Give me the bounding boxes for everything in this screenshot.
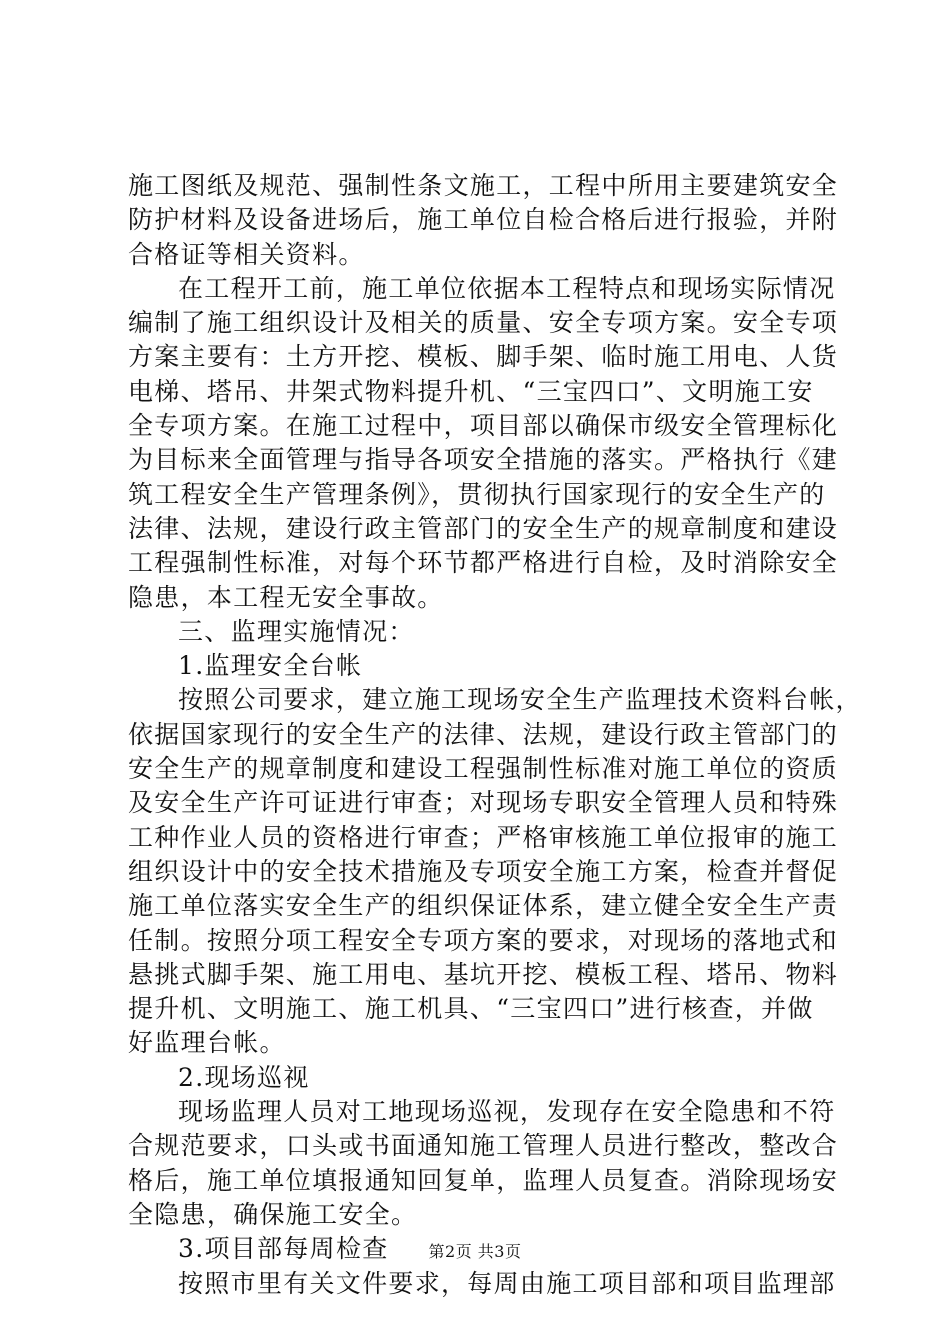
text-line: 好监理台帐。 — [128, 1028, 286, 1058]
text-line: 现场监理人员对工地现场巡视，发现存在安全隐患和不符 — [178, 1097, 836, 1127]
text-line: 1.监理安全台帐 — [178, 651, 363, 681]
text-line: 组织设计中的安全技术措施及专项安全施工方案，检查并督促 — [128, 856, 839, 886]
text-line: 按照市里有关文件要求，每周由施工项目部和项目监理部 — [178, 1268, 836, 1298]
text-line: 合规范要求，口头或书面通知施工管理人员进行整改，整改合 — [128, 1131, 839, 1161]
text-line: 编制了施工组织设计及相关的质量、安全专项方案。安全专项 — [128, 308, 839, 338]
text-line: 悬挑式脚手架、施工用电、基坑开挖、模板工程、塔吊、物料 — [128, 959, 839, 989]
text-line: 工程强制性标准，对每个环节都严格进行自检，及时消除安全 — [128, 548, 839, 578]
document-body — [128, 169, 862, 1301]
text-line: 筑工程安全生产管理条例》，贯彻执行国家现行的安全生产的 — [128, 479, 826, 509]
text-line: 提升机、文明施工、施工机具、“三宝四口”进行核查，并做 — [128, 994, 814, 1024]
text-line: 工种作业人员的资格进行审查；严格审核施工单位报审的施工 — [128, 822, 839, 852]
text-line: 及安全生产许可证进行审查；对现场专职安全管理人员和特殊 — [128, 788, 839, 818]
text-line: 在工程开工前，施工单位依据本工程特点和现场实际情况 — [178, 273, 836, 303]
text-line: 依据国家现行的安全生产的法律、法规，建设行政主管部门的 — [128, 719, 839, 749]
text-line: 施工单位落实安全生产的组织保证体系，建立健全安全生产责 — [128, 891, 839, 921]
text-line: 安全生产的规章制度和建设工程强制性标准对施工单位的资质 — [128, 754, 839, 784]
text-line: 3.项目部每周检查 — [178, 1234, 389, 1264]
text-line: 任制。按照分项工程安全专项方案的要求，对现场的落地式和 — [128, 925, 839, 955]
text-line: 防护材料及设备进场后，施工单位自检合格后进行报验，并附 — [128, 205, 839, 235]
page-footer: 第2页 共3页 — [428, 1242, 522, 1261]
text-line: 按照公司要求，建立施工现场安全生产监理技术资料台帐， — [178, 685, 862, 715]
text-line: 电梯、塔吊、井架式物料提升机、“三宝四口”、文明施工安 — [128, 376, 814, 406]
text-line: 格后，施工单位填报通知回复单，监理人员复查。消除现场安 — [128, 1165, 839, 1195]
text-line: 隐患，本工程无安全事故。 — [128, 582, 444, 612]
text-line: 合格证等相关资料。 — [128, 239, 365, 269]
text-line: 为目标来全面管理与指导各项安全措施的落实。严格执行《建 — [128, 445, 839, 475]
text-line: 施工图纸及规范、强制性条文施工，工程中所用主要建筑安全 — [128, 171, 839, 200]
text-line: 全专项方案。在施工过程中，项目部以确保市级安全管理标化 — [128, 411, 839, 441]
text-line: 方案主要有：土方开挖、模板、脚手架、临时施工用电、人货 — [128, 342, 839, 372]
text-line: 法律、法规，建设行政主管部门的安全生产的规章制度和建设 — [128, 513, 839, 543]
text-line: 全隐患，确保施工安全。 — [128, 1199, 418, 1229]
text-line: 2.现场巡视 — [178, 1062, 310, 1092]
text-line: 三、监理实施情况： — [178, 616, 415, 646]
